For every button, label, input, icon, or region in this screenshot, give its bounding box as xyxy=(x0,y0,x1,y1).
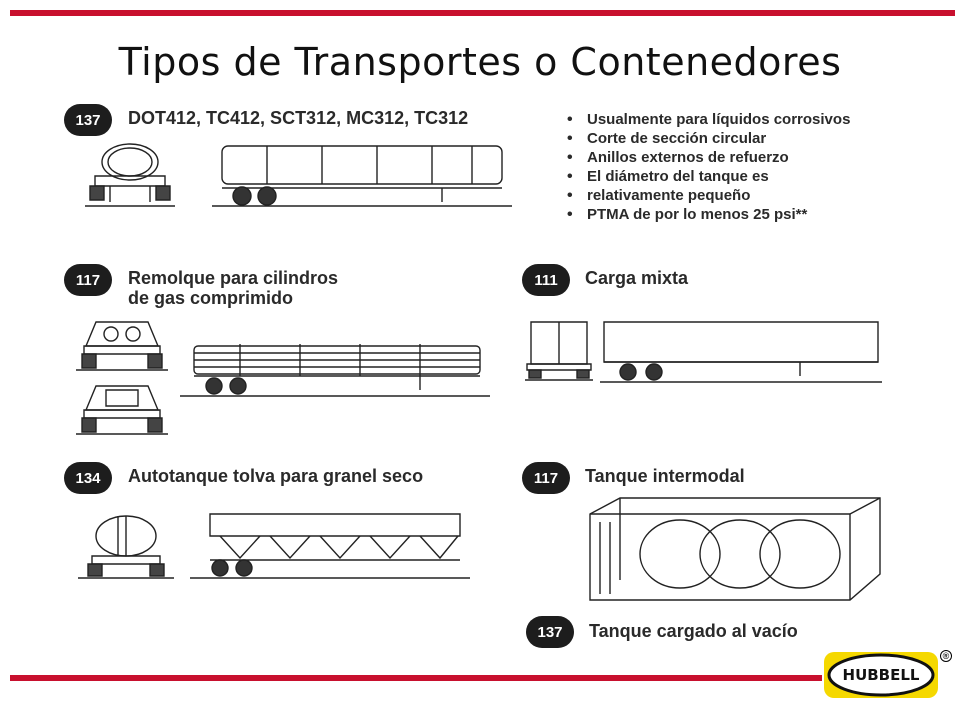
bullet-item: • Corte de sección circular xyxy=(565,129,850,148)
section-label-vacuum-tank: Tanque cargado al vacío xyxy=(589,621,798,641)
bullet-item: • PTMA de por lo menos 25 psi** xyxy=(565,205,850,224)
corrosive-tank-side-drawing xyxy=(212,138,512,210)
registered-mark: ® xyxy=(940,650,952,662)
cylinder-trailer-rear-drawing xyxy=(76,380,168,436)
guide-badge-137-vacuum: 137 xyxy=(526,616,574,648)
dry-bulk-side-drawing xyxy=(190,506,470,582)
bottom-accent-bar xyxy=(10,675,822,681)
guide-badge-117-intermodal: 117 xyxy=(522,462,570,494)
cylinder-trailer-side-drawing xyxy=(180,336,490,400)
intermodal-tank-drawing xyxy=(580,494,890,606)
hubbell-logo xyxy=(822,650,940,700)
corrosive-tank-front-drawing xyxy=(80,140,180,212)
bullet-item: • El diámetro del tanque es xyxy=(565,167,850,186)
bullet-item-continued: • relativamente pequeño xyxy=(565,186,850,205)
section-label-gas-cylinders: Remolque para cilindros de gas comprimido xyxy=(128,268,339,308)
features-list xyxy=(565,110,850,224)
section-label-intermodal-tank: Tanque intermodal xyxy=(585,466,745,486)
section-label-dry-bulk-hopper: Autotanque tolva para granel seco xyxy=(128,466,424,486)
section-label-dot412: DOT412, TC412, SCT312, MC312, TC312 xyxy=(128,108,469,128)
dry-bulk-front-drawing xyxy=(78,512,174,582)
mixed-cargo-front-drawing xyxy=(525,318,593,382)
cylinder-trailer-front-drawing xyxy=(76,316,168,372)
guide-badge-117: 117 xyxy=(64,264,112,296)
section-label-mixed-cargo: Carga mixta xyxy=(585,268,689,288)
bullet-item: • Anillos externos de refuerzo xyxy=(565,148,850,167)
top-accent-bar xyxy=(10,10,955,16)
bullet-item: • Usualmente para líquidos corrosivos xyxy=(565,110,850,129)
page-title: Tipos de Transportes o Contenedores xyxy=(118,40,842,84)
guide-badge-111: 111 xyxy=(522,264,570,296)
mixed-cargo-side-drawing xyxy=(600,316,882,384)
guide-badge-134: 134 xyxy=(64,462,112,494)
guide-badge-137: 137 xyxy=(64,104,112,136)
svg-text:HUBBELL: HUBBELL xyxy=(842,666,920,684)
